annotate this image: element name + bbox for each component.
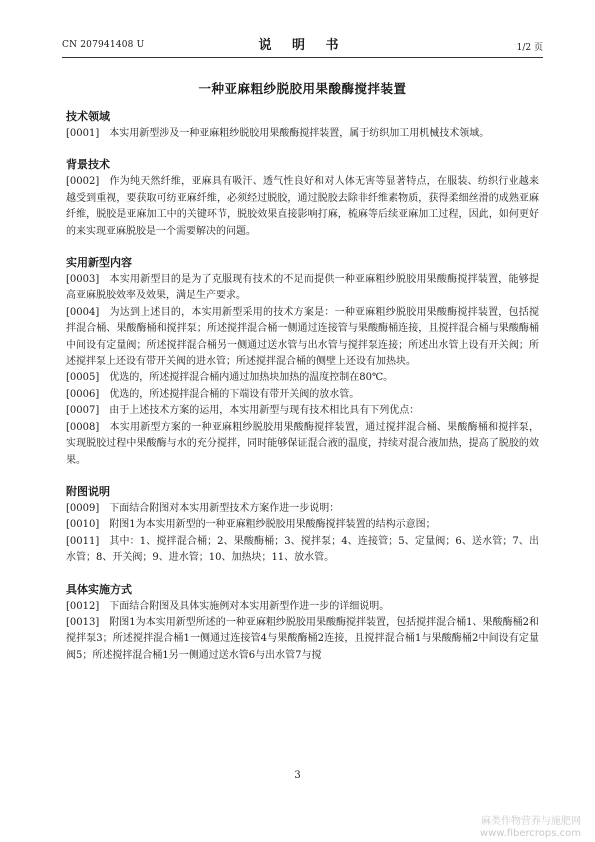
paragraph-text: 附图1为本实用新型所述的一种亚麻粗纱脱胶用果酸酶搅拌装置，包括搅拌混合桶1、果酸酶桶2和搅拌泵3；所述搅拌混合桶1一侧通过连接管4与果酸酶桶2连接，且搅拌混合桶1与果酸酶桶2中间设有定量阀5；所述搅拌混合桶1另一侧通过送水管6与出水管7与搅 [66, 616, 539, 661]
section-heading: 附图说明 [66, 484, 110, 498]
section-heading: 背景技术 [66, 158, 110, 172]
paragraph-number: [0007] [66, 405, 100, 417]
paragraph [66, 370, 539, 386]
paragraph-number: [0003] [66, 274, 100, 286]
paragraph-text: 下面结合附图对本实用新型技术方案作进一步说明： [109, 502, 340, 514]
page-info: 1/2 页 [516, 43, 543, 53]
section [66, 108, 539, 142]
paragraph-text: 作为纯天然纤维，亚麻具有吸汗、透气性良好和对人体无害等显著特点，在服装、纺织行业越来越受到重视，要获取可纺亚麻纤维，必须经过脱胶，通过脱胶去除非纤维素物质，获得柔细丝滑的成熟亚麻纤维，脱胶是亚麻加工中的关键环节，脱胶效果直接影响打麻，梳麻等后续亚麻加工过程，因此，如何更好的来实现亚麻脱胶是一个需要解决的问题。 [66, 176, 539, 237]
paragraph-number: [0006] [66, 388, 100, 400]
paragraph-number: [0010] [66, 519, 100, 531]
paragraph [66, 387, 539, 403]
paragraph-number: [0005] [66, 372, 100, 384]
paragraph [66, 174, 539, 240]
paragraph-text: 本实用新型涉及一种亚麻粗纱脱胶用果酸酶搅拌装置，属于纺织加工用机械技术领域。 [109, 128, 490, 139]
paragraph-text: 为达到上述目的，本实用新型采用的技术方案是：一种亚麻粗纱脱胶用果酸酶搅拌装置，包括搅拌混合桶、果酸酶桶和搅拌泵；所述搅拌混合桶一侧通过连接管与果酸酶桶连接，且搅拌混合桶与果酸酶桶中间设有定量阀；所述搅拌混合桶另一侧通过送水管与出水管与搅拌泵连接；所述出水管上设有开关阀；所述搅拌泵上还设有带开关阀的进水管；所述搅拌混合桶的侧壁上还设有加热块。 [66, 306, 539, 368]
paragraph-text: 其中：1、搅拌混合桶；2、果酸酶桶；3、搅拌泵；4、连接管；5、定量阀；6、送水管；7、出水管；8、开关阀；9、进水管；10、加热块；11、放水管。 [66, 535, 539, 564]
paragraph-number: [0012] [66, 600, 100, 612]
section [66, 581, 539, 665]
watermark-line-1: 麻类作物营养与施肥网 [481, 816, 581, 827]
paragraph-text: 由于上述技术方案的运用，本实用新型与现有技术相比具有下列优点： [109, 405, 420, 417]
document-title: 一种亚麻粗纱脱胶用果酸酶搅拌装置 [198, 81, 407, 96]
paragraph-text: 附图1为本实用新型的一种亚麻粗纱脱胶用果酸酶搅拌装置的结构示意图； [109, 519, 436, 531]
paragraph [66, 305, 539, 371]
paragraph-text: 优选的，所述搅拌混合桶的下端设有带开关阀的放水管。 [109, 388, 360, 400]
section [66, 156, 539, 240]
paragraph-text: 本实用新型目的是为了克服现有技术的不足而提供一种亚麻粗纱脱胶用果酸酶搅拌装置，能够提高亚麻脱胶效率及效果，满足生产要求。 [66, 274, 539, 302]
paragraph [66, 517, 539, 533]
paragraph-number: [0002] [66, 176, 100, 188]
paragraph [66, 501, 539, 517]
paragraph [66, 534, 539, 567]
document-type: 说 明 书 [258, 38, 347, 53]
paragraph [66, 403, 539, 419]
header-divider [62, 57, 543, 58]
paragraph-text: 本实用新型方案的一种亚麻粗纱脱胶用果酸酶搅拌装置，通过搅拌混合桶、果酸酶桶和搅拌泵，实现脱胶过程中果酸酶与水的充分搅拌，同时能够保证混合液的温度，持续对混合液加热，提高了脱胶的效果。 [66, 421, 539, 466]
watermark [480, 816, 581, 840]
paragraph-number: [0004] [66, 306, 100, 318]
paragraph [66, 126, 539, 142]
publication-number: CN 207941408 U [62, 40, 145, 50]
paragraph-number: [0008] [66, 421, 100, 433]
paragraph [66, 599, 539, 615]
paragraph-number: [0013] [66, 616, 100, 628]
paragraph [66, 615, 539, 664]
paragraph [66, 420, 539, 469]
section [66, 483, 539, 567]
section-heading: 具体实施方式 [66, 582, 132, 596]
paragraph-text: 优选的，所述搅拌混合桶内通过加热块加热的温度控制在80℃。 [109, 372, 394, 384]
page-header [62, 34, 543, 56]
section-heading: 实用新型内容 [66, 256, 132, 270]
page-number: 3 [294, 770, 301, 781]
paragraph-number: [0011] [66, 535, 100, 547]
watermark-line-2: www.fibercrops.com [479, 828, 581, 839]
paragraph-number: [0009] [66, 502, 100, 514]
paragraph-number: [0001] [66, 128, 100, 139]
paragraph-text: 下面结合附图及具体实施例对本实用新型作进一步的详细说明。 [109, 600, 390, 612]
section-heading: 技术领域 [66, 110, 110, 123]
section [66, 254, 539, 469]
document-body [66, 108, 539, 678]
paragraph [66, 272, 539, 305]
